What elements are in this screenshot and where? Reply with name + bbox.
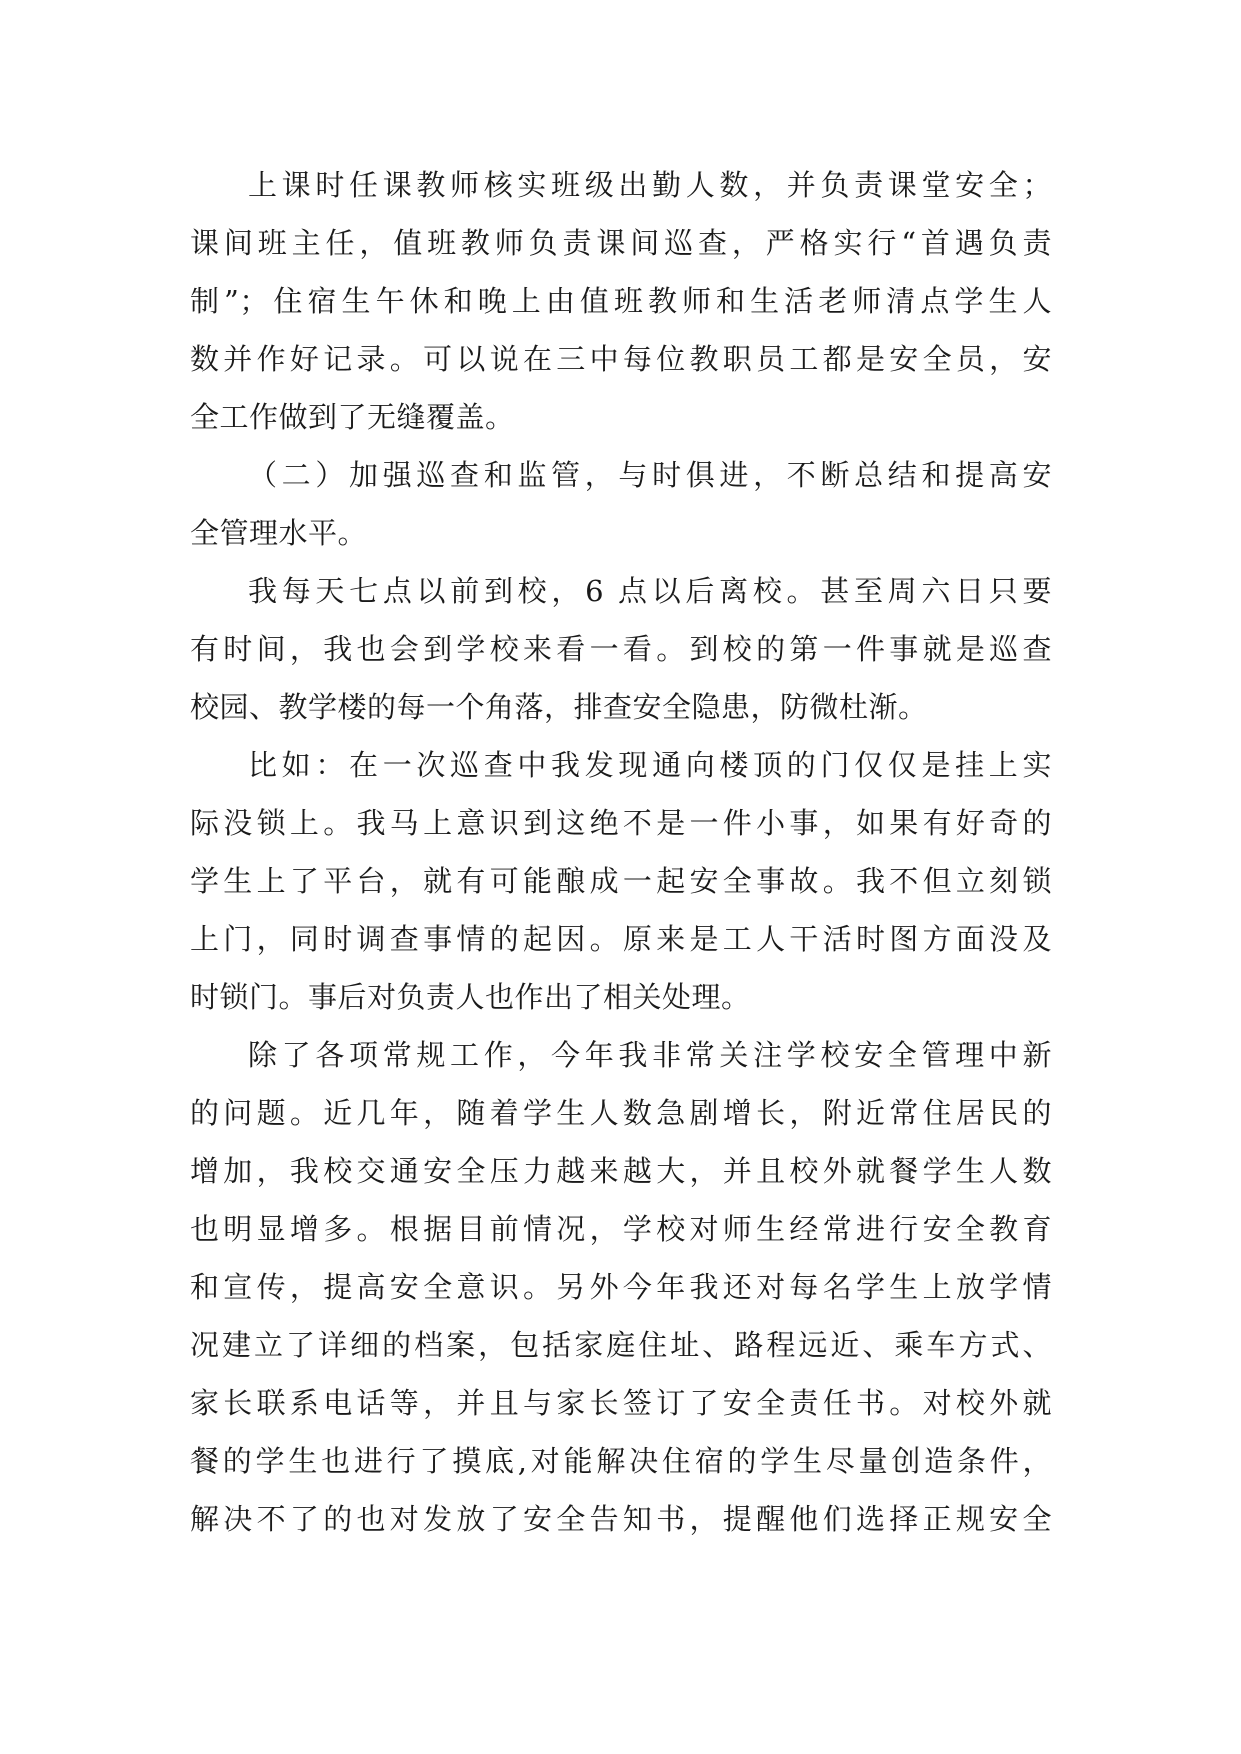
paragraph-line: 数并作好记录。可以说在三中每位教职员工都是安全员，安 xyxy=(190,342,1052,376)
paragraph-line: 有时间，我也会到学校来看一看。到校的第一件事就是巡查 xyxy=(190,632,1052,666)
paragraph-line: 校园、教学楼的每一个角落，排查安全隐患，防微杜渐。 xyxy=(190,690,928,724)
paragraph-line: 学生上了平台，就有可能酿成一起安全事故。我不但立刻锁 xyxy=(190,864,1052,898)
paragraph-line: 和宣传，提高安全意识。另外今年我还对每名学生上放学情 xyxy=(190,1270,1052,1304)
paragraph-5 xyxy=(190,1026,1052,1548)
paragraph-line: 际没锁上。我马上意识到这绝不是一件小事，如果有好奇的 xyxy=(190,806,1052,840)
paragraph-line: 制”；住宿生午休和晚上由值班教师和生活老师清点学生人 xyxy=(190,284,1052,318)
document-page xyxy=(190,156,1052,1548)
paragraph-line: 解决不了的也对发放了安全告知书，提醒他们选择正规安全 xyxy=(190,1502,1052,1536)
paragraph-line: 餐的学生也进行了摸底,对能解决住宿的学生尽量创造条件， xyxy=(190,1444,1052,1478)
paragraph-line: 的问题。近几年，随着学生人数急剧增长，附近常住居民的 xyxy=(190,1096,1052,1130)
paragraph-line: 课间班主任，值班教师负责课间巡查，严格实行“首遇负责 xyxy=(190,226,1052,260)
paragraph-line: 时锁门。事后对负责人也作出了相关处理。 xyxy=(190,980,751,1014)
paragraph-1 xyxy=(190,156,1052,446)
paragraph-3 xyxy=(190,562,1052,736)
paragraph-line: 全工作做到了无缝覆盖。 xyxy=(190,400,515,434)
paragraph-line: 家长联系电话等，并且与家长签订了安全责任书。对校外就 xyxy=(190,1386,1052,1420)
paragraph-line: 也明显增多。根据目前情况，学校对师生经常进行安全教育 xyxy=(190,1212,1052,1246)
paragraph-line: （二）加强巡查和监管，与时俱进，不断总结和提高安 xyxy=(248,458,1052,492)
paragraph-line: 全管理水平。 xyxy=(190,516,368,550)
paragraph-4 xyxy=(190,736,1052,1026)
paragraph-line: 上门，同时调查事情的起因。原来是工人干活时图方面没及 xyxy=(190,922,1052,956)
paragraph-2-heading xyxy=(190,446,1052,562)
paragraph-line: 上课时任课教师核实班级出勤人数，并负责课堂安全； xyxy=(248,168,1052,202)
paragraph-line: 除了各项常规工作，今年我非常关注学校安全管理中新 xyxy=(248,1038,1052,1072)
paragraph-line: 况建立了详细的档案，包括家庭住址、路程远近、乘车方式、 xyxy=(190,1328,1052,1362)
paragraph-line: 比如：在一次巡查中我发现通向楼顶的门仅仅是挂上实 xyxy=(248,748,1052,782)
paragraph-line: 增加，我校交通安全压力越来越大，并且校外就餐学生人数 xyxy=(190,1154,1052,1188)
paragraph-line: 我每天七点以前到校，6 点以后离校。甚至周六日只要 xyxy=(248,574,1052,608)
